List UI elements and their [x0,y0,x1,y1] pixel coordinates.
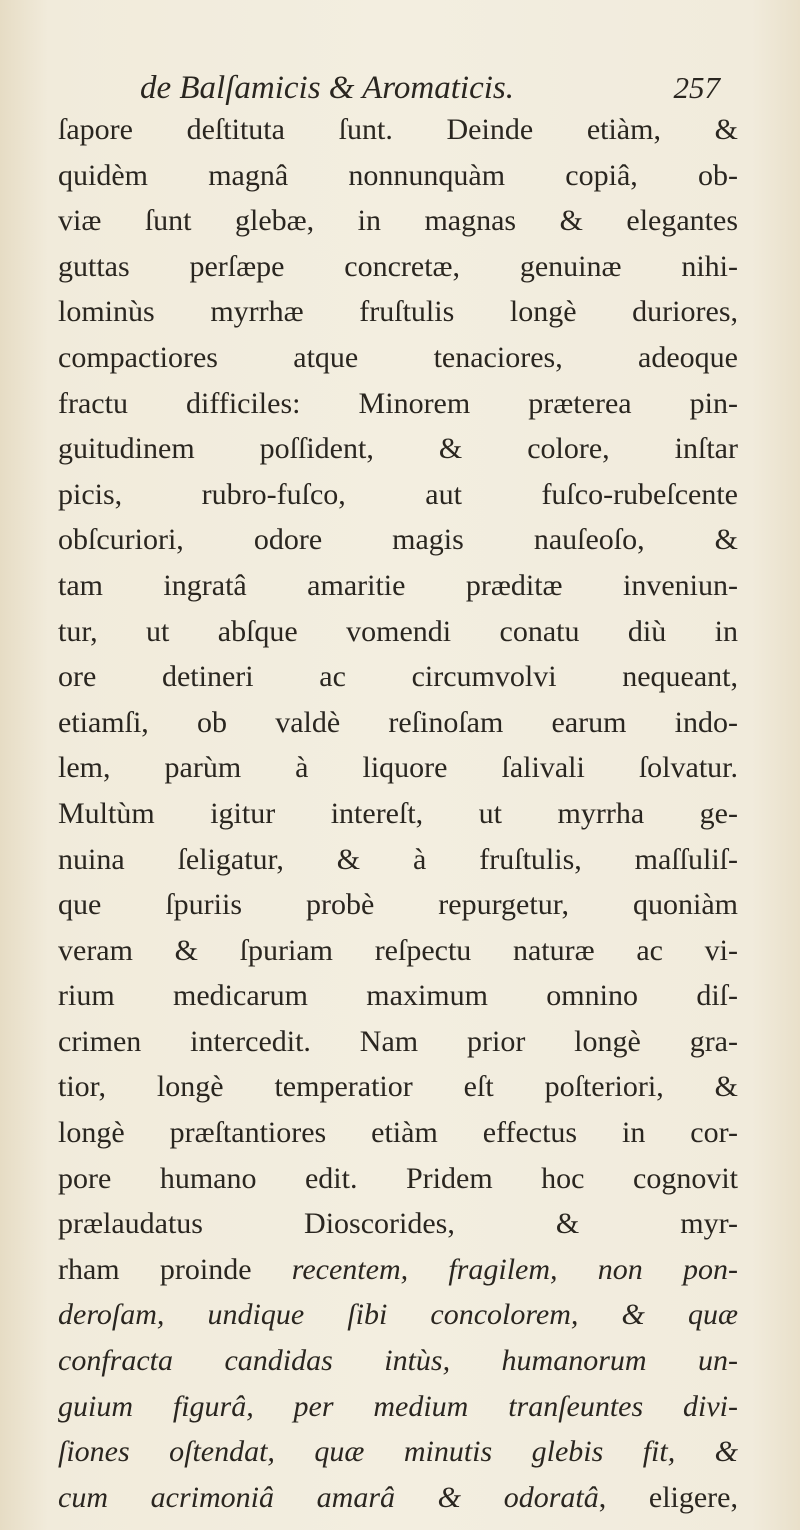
text-line: lem, parùm à liquore ſalivali ſolvatur. [58,751,738,785]
text-line [58,1475,738,1521]
page-header [140,66,720,110]
text-line: fractu difficiles: Minorem præterea pin- [58,386,738,420]
page-number: 257 [673,70,720,105]
running-title: de Balſamicis & Aromaticis. [140,70,514,106]
body-text [58,107,738,1520]
italic-run: cum acrimoniâ amarâ & odoratâ [58,1480,599,1514]
text-line: guium figurâ, per medium tranſeuntes divi- [58,1389,738,1423]
text-line: guttas perſæpe concretæ, genuinæ nihi- [58,249,738,283]
text-line: tur, ut abſque vomendi conatu diù in [58,614,738,648]
text-line: crimen intercedit. Nam prior longè gra- [58,1024,738,1058]
text-line: veram & ſpuriam reſpectu naturæ ac vi- [58,933,738,967]
text-line: obſcuriori, odore magis nauſeoſo, & [58,523,738,557]
text-line: que ſpuriis probè repurgetur, quoniàm [58,888,738,922]
text-line: nuina ſeligatur, & à fruſtulis, maſſuliſ- [58,842,738,876]
text-line: lominùs myrrhæ fruſtulis longè duriores, [58,295,738,329]
text-line: longè præſtantiores etiàm effectus in cor- [58,1116,738,1150]
text-line: confracta candidas intùs, humanorum un- [58,1344,738,1378]
text-line: ore detineri ac circumvolvi nequeant, [58,660,738,694]
text-run: , eligere, [598,1480,738,1514]
text-line: compactiores atque tenaciores, adeoque [58,340,738,374]
text-line: guitudinem poſſident, & colore, inſtar [58,432,738,466]
text-line [58,1247,738,1293]
text-line: pore humano edit. Pridem hoc cognovit [58,1161,738,1195]
text-line: ſiones oſtendat, quæ minutis glebis fit, & [58,1435,738,1469]
text-line: Multùm igitur intereſt, ut myrrha ge- [58,796,738,830]
text-line: tior, longè temperatior eſt poſteriori, & [58,1070,738,1104]
text-line: picis, rubro-fuſco, aut fuſco-rubeſcente [58,477,738,511]
text-line: rium medicarum maximum omnino diſ- [58,979,738,1013]
text-line: quidèm magnâ nonnunquàm copiâ, ob- [58,158,738,192]
text-line: ſapore deſtituta ſunt. Deinde etiàm, & [58,113,738,146]
text-line: etiamſi, ob valdè reſinoſam earum indo- [58,705,738,739]
text-line: prælaudatus Dioscorides, & myr- [58,1207,738,1241]
text-run: rham proinde [58,1252,292,1286]
text-line: viæ ſunt glebæ, in magnas & elegantes [58,204,738,238]
italic-run: recentem, fragilem, non pon- [291,1252,738,1286]
text-line: deroſam, undique ſibi concolorem, & quæ [58,1298,738,1332]
text-line: tam ingratâ amaritie præditæ inveniun- [58,568,738,602]
